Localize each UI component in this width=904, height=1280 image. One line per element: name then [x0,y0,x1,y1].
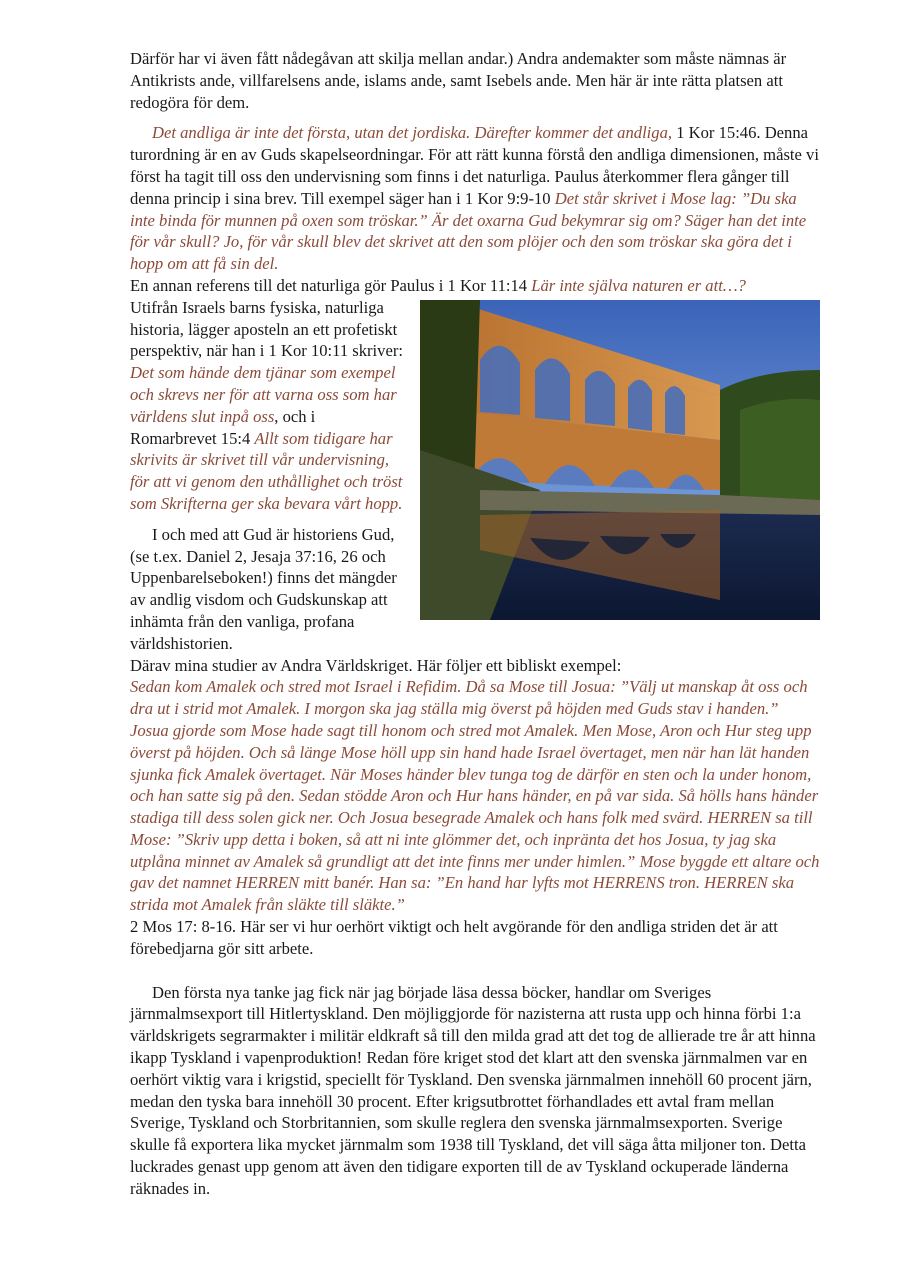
body-text: Denna turordning är en av Guds skapelseordningar. För att rätt kunna förstå den andliga dimensionen, måste vi först ha tagit till oss den undervisning som finns i det naturliga. Paulus återkommer flera gånger till denna princip i sina brev. Till exempel säger han i 1 Kor 9:9-10 [130,123,819,208]
quote-2mos-17: Sedan kom Amalek och stred mot Israel i Refidim. Då sa Mose till Josua: ”Välj ut manskap åt oss och dra ut i strid mot Amalek. I morgon ska jag ställa mig överst på höjden med Guds stav i handen.” Josua gjorde som Mose hade sagt till honom och stred mot Amalek. Men Mose, Aron och Hur steg upp överst på höjden. Och så länge Mose höll upp sin hand hade Israel övertaget, men när han lät handen sjunka fick Amalek övertaget. När Moses händer blev tunga tog de därför en sten och la under honom, och han satte sig på den. Sedan stödde Aron och Hur hans händer, en på var sida. Så hölls hans händer stadiga till dess solen gick ner. Och Josua besegrade Amalek och hans folk med svärd. HERREN sa till Mose: ”Skriv upp detta i boken, så att ni inte glömmer det, och inpränta det hos Josua, ty jag ska utplåna minnet av Amalek så grundligt att det inte finns mer under himlen.” Mose byggde ett altare och gav det namnet HERREN mitt banér. Han sa: ”En hand har lyfts mot HERRENS tron. HERREN ska strida mot Amalek från släkte till släkte.” [130,677,820,915]
body-text: Utifrån Israels barns fysiska, naturliga historia, lägger aposteln an ett profetiskt perspektiv, när han i 1 Kor 10:11 skriver: [130,297,403,361]
paragraph-3 [130,275,820,297]
paragraph-1: Därför har vi även fått nådegåvan att skilja mellan andar.) Andra andemakter som måste nämnas är Antikrists ande, villfarelsens ande, islams ande, samt Isebels ande. Men här är inte rätta platsen att redogöra för dem. [130,49,787,112]
quote-1kor-11-14: Lär inte själva naturen er att…? [531,275,746,295]
paragraph-7: 2 Mos 17: 8-16. Här ser vi hur oerhört viktigt och helt avgörande för den andliga striden det är att förebedjarna gör sitt arbete. [130,917,778,958]
quote-1kor-10-11: Det som hände dem tjänar som exempel och skrevs ner för att varna oss som har världens slut inpå oss [130,363,397,426]
body-text: , och i Romarbrevet 15:4 [130,406,316,448]
quote-1kor-15-46: Det andliga är inte det första, utan det jordiska. Därefter kommer det andliga, [152,123,673,143]
reference: 1 Kor 15:46. [672,123,761,143]
aqueduct-photo [420,300,820,620]
paragraph-6: Därav mina studier av Andra Världskriget. Här följer ett bibliskt exempel: [130,655,622,675]
quote-1kor-9: Det står skrivet i Mose lag: ”Du ska inte binda för munnen på oxen som tröskar.” Är det oxarna Gud bekymrar sig om? Säger han det inte för vår skull? Jo, för vår skull blev det skrivet att den som plöjer och den som tröskar ska göra det i hopp om att få sin del. [130,188,807,274]
paragraph-2 [130,122,820,275]
body-text: En annan referens till det naturliga gör Paulus i 1 Kor 11:14 [130,275,532,295]
paragraph-5: I och med att Gud är historiens Gud, (se t.ex. Daniel 2, Jesaja 37:16, 26 och Uppenbarelseboken!) finns det mängder av andlig visdom och Gudskunskap att inhämta från den vanliga, profana världshistorien. [130,524,397,653]
paragraph-8: Den första nya tanke jag fick när jag började läsa dessa böcker, handlar om Sveriges järnmalmsexport till Hitlertyskland. Den möjliggjorde för nazisterna att rusta upp och hinna förbi 1:a världskrigets segrarmakter i militär eldkraft så till den milda grad att det tog de allierade tre år att hinna ikapp Tyskland i vapenproduktion! Redan före kriget stod det klart att den svenska järnmalmen var en oerhört viktig vara i krigstid, speciellt för Tyskland. Den svenska järnmalmen innehöll 60 procent järn, medan den tyska bara innehöll 30 procent. Efter krigsutbrottet förhandlades ett avtal fram mellan Sverige, Tyskland och Storbritannien, som skulle reglera den svenska järnmalmsexporten. Sverige skulle få exportera lika mycket järnmalm som 1938 till Tyskland, det vill säga åtta miljoner ton. Detta luckrades genast upp genom att även den tidigare exporten till de av Tyskland ockuperade länderna räknades in. [130,982,816,1198]
page-body [130,48,820,1200]
quote-rom-15-4: Allt som tidigare har skrivits är skrivet till vår undervisning, för att vi genom den uthållighet och tröst som Skrifterna ger ska bevara vårt hopp. [130,428,403,513]
